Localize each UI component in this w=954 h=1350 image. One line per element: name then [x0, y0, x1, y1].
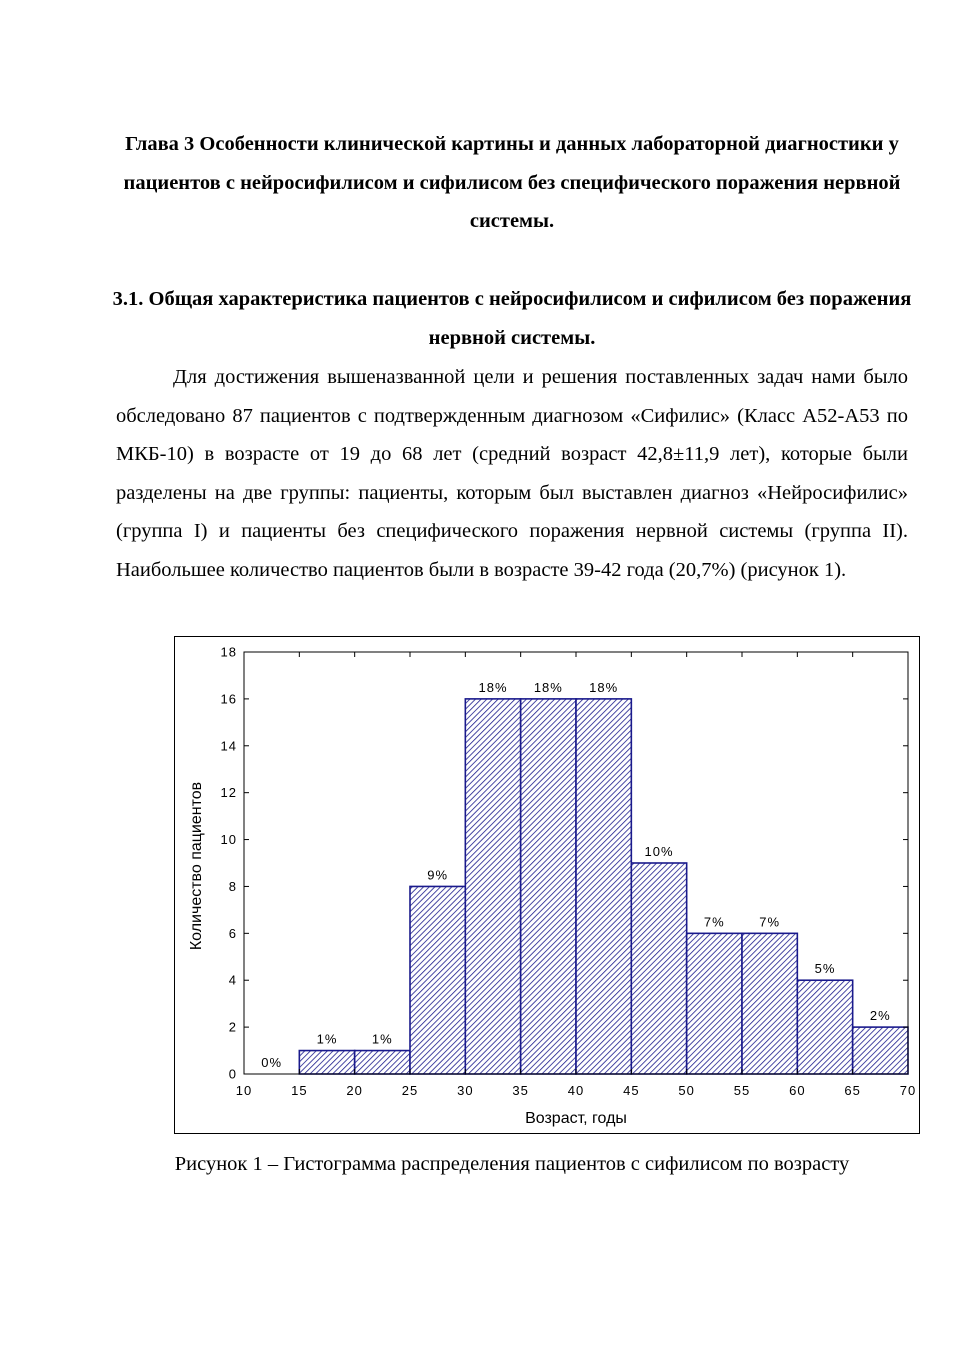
- y-tick-label: 2: [228, 1019, 237, 1035]
- histogram-bar: [742, 933, 797, 1074]
- bar-percent-label: 9%: [427, 867, 449, 883]
- histogram-bar: [797, 980, 852, 1074]
- bar-percent-label: 7%: [703, 914, 725, 930]
- y-axis-title: Количество пациентов: [188, 781, 205, 951]
- body-paragraph: Для достижения вышеназванной цели и решения поставленных задач нами было обследовано 87 пациентов с подтвержденным диагнозом «Сифилис» (Класс А52-А53 по МКБ-10) в возрасте от 19 до 68 лет (средний возраст 42,8±11,9 лет), которые были разделены на две группы: пациенты, которым был выставлен диагноз «Нейросифилис» (группа I) и пациенты без специфического поражения нервной системы (группа II). Наибольшее количество пациентов были в возрасте 39-42 года (20,7%) (рисунок 1).: [116, 366, 908, 581]
- y-tick-label: 10: [220, 832, 237, 848]
- bar-percent-label: 2%: [869, 1008, 891, 1024]
- x-tick-label: 60: [789, 1083, 806, 1098]
- chapter-title: Глава 3 Особенности клинической картины и данных лабораторной диагностики у пациентов с нейросифилисом и сифилисом без специфического поражения нервной системы.: [123, 133, 901, 232]
- figure-caption: Рисунок 1 – Гистограмма распределения пациентов с сифилисом по возрасту: [174, 1153, 850, 1175]
- bar-percent-label: 1%: [371, 1031, 393, 1047]
- histogram-bar: [687, 933, 742, 1074]
- y-tick-label: 12: [220, 785, 237, 801]
- bar-percent-label: 0%: [261, 1055, 283, 1070]
- section-title: 3.1. Общая характеристика пациентов с нейросифилисом и сифилисом без поражения нервной системы.: [112, 288, 912, 349]
- x-tick-label: 45: [623, 1083, 640, 1098]
- histogram-bar: [631, 863, 686, 1074]
- histogram-bar: [576, 699, 631, 1074]
- bar-percent-label: 18%: [533, 679, 563, 695]
- histogram-bar: [355, 1051, 410, 1074]
- y-tick-label: 0: [228, 1066, 237, 1082]
- y-tick-label: 18: [220, 644, 237, 660]
- histogram-bar: [410, 886, 465, 1074]
- x-tick-label: 65: [844, 1083, 861, 1098]
- x-axis-title: Возраст, годы: [525, 1110, 627, 1127]
- bar-percent-label: 1%: [316, 1031, 338, 1047]
- x-tick-label: 10: [235, 1083, 253, 1098]
- histogram-svg: [175, 637, 921, 1135]
- x-tick-label: 40: [567, 1083, 585, 1098]
- histogram-bar: [465, 699, 520, 1074]
- x-tick-label: 50: [678, 1083, 695, 1098]
- x-tick-label: 15: [291, 1083, 308, 1098]
- y-tick-label: 14: [220, 738, 237, 754]
- histogram-bar: [521, 699, 576, 1074]
- histogram-chart: [174, 636, 920, 1134]
- x-tick-label: 35: [512, 1083, 529, 1098]
- bar-percent-label: 5%: [814, 961, 836, 977]
- bar-percent-label: 7%: [759, 914, 781, 930]
- y-tick-label: 16: [220, 691, 237, 707]
- bar-percent-label: 18%: [478, 679, 508, 695]
- x-tick-label: 30: [457, 1083, 474, 1098]
- histogram-bar: [299, 1051, 354, 1074]
- x-tick-label: 25: [401, 1083, 419, 1098]
- bar-percent-label: 18%: [589, 679, 619, 695]
- y-tick-label: 6: [228, 925, 237, 941]
- x-tick-label: 70: [899, 1083, 917, 1098]
- y-tick-label: 4: [228, 972, 237, 988]
- x-tick-label: 55: [733, 1083, 751, 1098]
- y-tick-label: 8: [228, 878, 237, 894]
- histogram-bar: [853, 1027, 908, 1074]
- bar-percent-label: 10%: [644, 844, 674, 859]
- x-tick-label: 20: [346, 1083, 363, 1098]
